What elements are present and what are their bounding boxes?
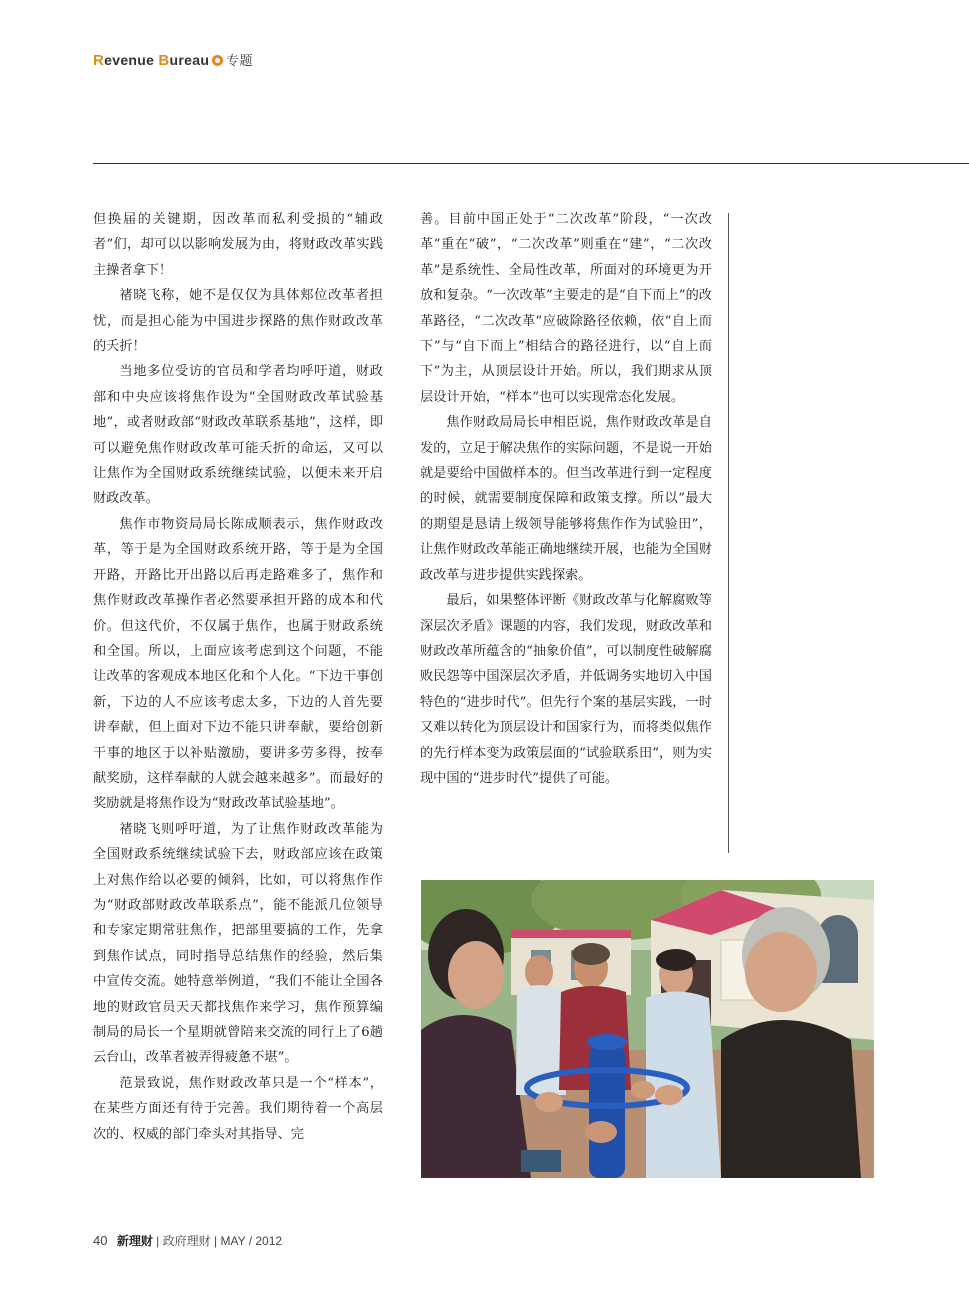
page-footer — [93, 1232, 282, 1249]
footer-separator: | — [156, 1234, 160, 1248]
paragraph: 最后，如果整体评断《财政改革与化解腐败等深层次矛盾》课题的内容，我们发现，财政改革和财政改革所蕴含的“抽象价值”，可以制度性破解腐败民怨等中国深层次矛盾，并低调务实地切入中国特色的“进步时代”。但先行个案的基层实践，一时又难以转化为顶层设计和国家行为，而将类似焦作的先行样本变为政策层面的“试验联系田”，则为实现中国的“进步时代”提供了可能。 — [420, 593, 712, 786]
header-bureau: ureau — [169, 52, 210, 68]
paragraph: 善。目前中国正处于“二次改革”阶段，“一次改革”重在“破”，“二次改革”则重在“建”，“二次改革”是系统性、全局性改革，所面对的环境更为开放和复杂。“一次改革”主要走的是“自下而上”的改革路径，“二次改革”应破除路径依赖，依“自上而下”与“自下而上”相结合的路径进行，以“自上而下”为主，从顶层设计开始。所以，我们期求从顶层设计开始，“样本”也可以实现常态化发展。 — [420, 212, 712, 405]
header-b-initial: B — [158, 52, 170, 69]
header-r-initial: R — [93, 52, 105, 69]
emblem-icon — [212, 55, 223, 66]
section-name: 政府理财 — [162, 1234, 211, 1248]
header-revenue: evenue — [104, 52, 155, 68]
magazine-name: 新理财 — [116, 1234, 153, 1248]
page-number: 40 — [93, 1233, 108, 1248]
column-divider — [728, 213, 729, 853]
paragraph: 但换届的关键期，因改革而私利受损的“辅政者”们，却可以以影响发展为由，将财政改革实践主操者拿下！ — [93, 212, 383, 278]
text-column-right — [420, 207, 712, 791]
paragraph: 焦作市物资局局长陈成顺表示，焦作财政改革，等于是为全国财政系统开路，等于是为全国开路，开路比开出路以后再走路难多了，焦作和焦作财政改革操作者必然要承担开路的成本和代价。但这代价，不仅属于焦作，也属于财政系统和全国。所以，上面应该考虑到这个问题，不能让改革的客观成本地区化和个人化。“下边干事创新，下边的人不应该考虑太多，下边的人首先要讲奉献，但上面对下边不能只讲奉献，要给创新干事的地区于以补贴激励，要讲多劳多得，按奉献奖励，这样奉献的人就会越来越多”。而最好的奖励就是将焦作设为“财政改革试验基地”。 — [93, 516, 383, 812]
paragraph: 范景致说，焦作财政改革只是一个“样本”，在某些方面还有待于完善。我们期待着一个高层次的、权威的部门牵头对其指导、完 — [93, 1075, 383, 1142]
header-rule — [93, 163, 969, 164]
paragraph: 焦作财政局局长申相臣说，焦作财政改革是自发的，立足于解决焦作的实际问题，不是说一开始就是要给中国做样本的。但当改革进行到一定程度的时候，就需要制度保障和政策支撑。所以“最大的期望是恳请上级领导能够将焦作作为试验田”，让焦作财政改革能正确地继续开展，也能为全国财政改革与进步提供实践探索。 — [420, 415, 712, 583]
header-topic: 专题 — [226, 53, 253, 68]
text-column-left — [93, 207, 383, 1147]
issue-date: MAY / 2012 — [220, 1234, 283, 1248]
paragraph: 当地多位受访的官员和学者均呼吁道，财政部和中央应该将焦作设为“全国财政改革试验基地”，或者财政部“财政改革联系基地”，这样，即可以避免焦作财政改革可能夭折的命运，又可以让焦作为全国财政系统继续试验，以便未来开启财政改革。 — [93, 364, 383, 507]
paragraph: 禇晓飞则呼吁道，为了让焦作财政改革能为全国财政系统继续试验下去，财政部应该在政策上对焦作给以必要的倾斜，比如，可以将焦作作为“财政部财政改革联系点”，能不能派几位领导和专家定期常驻焦作，把部里要搞的工作，先拿到焦作试点，同时指导总结焦作的经验，然后集中宣传交流。她特意举例道，“我们不能让全国各地的财政官员天天都找焦作来学习，焦作预算编制局的局长一个星期就曾陪来交流的同行上了6趟云台山，改革者被弄得疲惫不堪”。 — [93, 821, 383, 1066]
footer-separator: | — [214, 1234, 218, 1248]
article-photo — [421, 880, 874, 1178]
paragraph: 禇晓飞称，她不是仅仅为具体郏位改革者担忧，而是担心能为中国进步探路的焦作财政改革的夭折！ — [93, 288, 383, 355]
running-header — [93, 50, 253, 69]
